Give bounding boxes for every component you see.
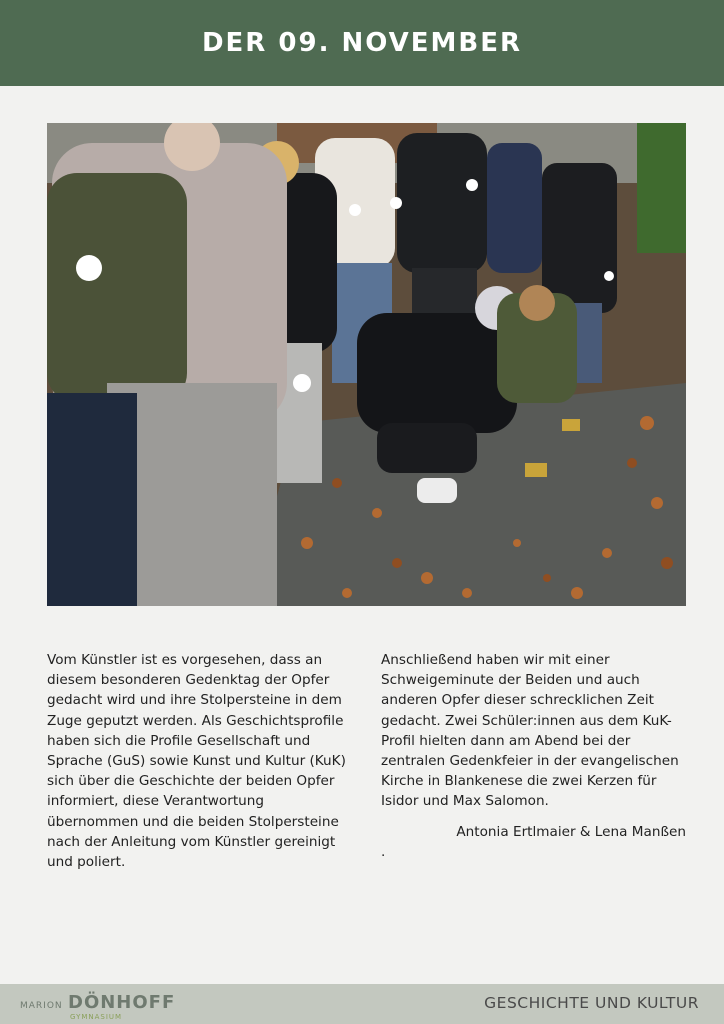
header-bar [0,0,724,86]
article-left-column [47,650,352,872]
footer-bar [0,984,724,1024]
commemoration-photo [47,123,686,606]
article-paragraph-left: Vom Künstler ist es vorgesehen, dass an diesem besonderen Gedenktag der Opfer gedacht wird und ihre Stolpersteine in dem Zuge geputzt werden. Als Geschichtsprofile haben sich die Profile Gesellschaft und Sprache (GuS) sowie Kunst und Kultur (KuK) sich über die Geschichte der beiden Opfer informiert, diese Verantwortung übernommen und die beiden Stolpersteine nach der Anleitung vom Künstler gereinigt und poliert. [47,652,346,871]
author-credit: Antonia Ertlmaier & Lena Manßen [456,823,686,840]
page-title: DER 09. NOVEMBER [201,28,523,58]
article-right-column [381,650,686,862]
trailing-mark: . [381,843,386,860]
article-paragraph-right: Anschließend haben wir mit einer Schweigeminute der Beiden und auch anderen Opfer dieser schrecklichen Zeit gedacht. Zwei Schüler:innen aus dem KuK-Profil hielten dann am Abend bei der zentralen Gedenkfeier in der evangelischen Kirche in Blankenese die zwei Kerzen für Isidor und Max Salomon. [381,652,679,810]
logo-prefix: MARION [20,1001,63,1011]
section-label: GESCHICHTE UND KULTUR [484,994,699,1012]
logo-subtitle: GYMNASIUM [70,1013,123,1021]
logo-name: DÖNHOFF [68,992,176,1013]
